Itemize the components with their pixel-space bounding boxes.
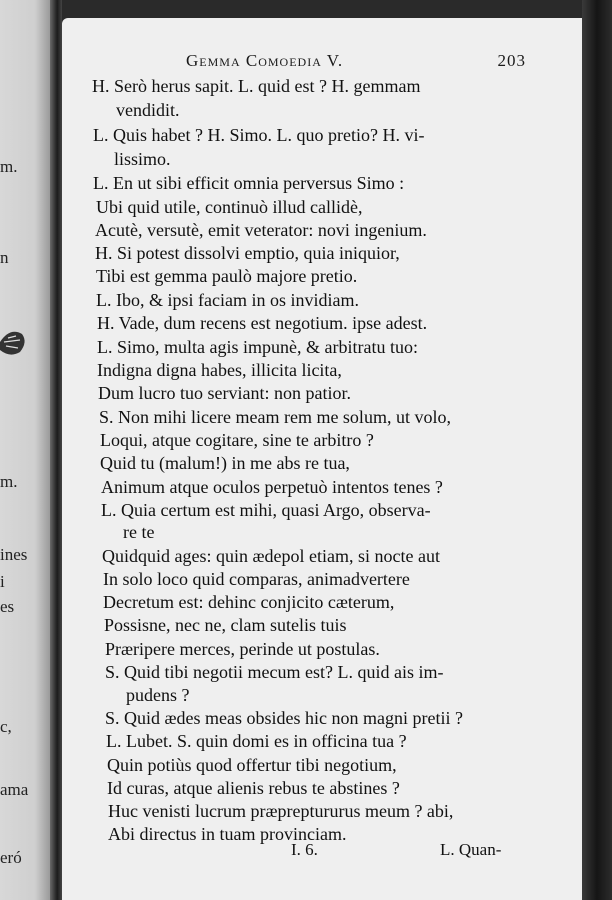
text-line: Loqui, atque cogitare, sine te arbitro ? bbox=[100, 430, 374, 450]
text-line: Abi directus in tuam provinciam. bbox=[108, 824, 347, 844]
text-line: L. Simo, multa agis impunè, & arbitratu tuo: bbox=[97, 337, 418, 357]
text-line: In solo loco quid comparas, animadvertere bbox=[103, 569, 410, 589]
left-page-fragment bbox=[0, 0, 50, 900]
text-line: Huc venisti lucrum præpreptururus meum ? abi, bbox=[108, 801, 454, 821]
text-line: L. Quia certum est mihi, quasi Argo, observa- bbox=[101, 500, 431, 520]
text-line: Dum lucro tuo serviant: non patior. bbox=[98, 383, 351, 403]
text-line: H. Serò herus sapit. L. quid est ? H. gemmam bbox=[92, 76, 421, 96]
text-line: Decretum est: dehinc conjicito cæterum, bbox=[103, 592, 395, 612]
left-fragment: eró bbox=[0, 848, 22, 867]
text-line: L. Ibo, & ipsi faciam in os invidiam. bbox=[96, 290, 359, 310]
running-header bbox=[186, 51, 526, 77]
text-line: Quidquid ages: quin ædepol etiam, si nocte aut bbox=[102, 546, 440, 566]
text-line: Acutè, versutè, emit veterator: novi ingenium. bbox=[95, 220, 427, 240]
left-fragment: es bbox=[0, 597, 15, 616]
text-line: S. Quid tibi negotii mecum est? L. quid ais im- bbox=[105, 662, 444, 682]
text-line: L. En ut sibi efficit omnia perversus Simo : bbox=[93, 173, 405, 193]
text-line: Id curas, atque alienis rebus te abstines ? bbox=[107, 778, 400, 798]
text-line: Quin potiùs quod offertur tibi negotium, bbox=[107, 755, 397, 775]
left-fragment: i bbox=[0, 572, 5, 591]
page-number: 203 bbox=[497, 51, 526, 70]
text-line: H. Vade, dum recens est negotium. ipse adest. bbox=[97, 313, 428, 333]
text-line: Indigna digna habes, illicita licita, bbox=[97, 360, 342, 380]
ornament-icon bbox=[0, 322, 30, 362]
signature-mark: I. 6. bbox=[291, 840, 318, 859]
left-fragment: c, bbox=[0, 717, 12, 736]
book-edge bbox=[582, 0, 612, 900]
text-line: S. Non mihi licere meam rem me solum, ut volo, bbox=[99, 407, 451, 427]
text-line: L. Quis habet ? H. Simo. L. quo pretio? H. vi- bbox=[93, 125, 425, 145]
left-fragment: n bbox=[0, 248, 9, 267]
left-fragment: ines bbox=[0, 545, 28, 564]
text-line: S. Quid ædes meas obsides hic non magni pretii ? bbox=[105, 708, 463, 728]
running-title: Gemma Comoedia V. bbox=[186, 51, 344, 70]
left-fragment: m. bbox=[0, 472, 18, 491]
text-line: Animum atque oculos perpetuò intentos tenes ? bbox=[101, 477, 443, 497]
text-line: Tibi est gemma paulò majore pretio. bbox=[96, 266, 358, 286]
text-line: Possisne, nec ne, clam sutelis tuis bbox=[104, 615, 347, 635]
text-line: Præripere merces, perinde ut postulas. bbox=[105, 639, 380, 659]
catchword: L. Quan- bbox=[440, 840, 502, 859]
left-fragment: ama bbox=[0, 780, 29, 799]
left-fragment: m. bbox=[0, 157, 18, 176]
book-gutter bbox=[50, 0, 62, 900]
text-line: Ubi quid utile, continuò illud callidè, bbox=[96, 197, 363, 217]
text-line: re te bbox=[123, 522, 155, 542]
text-line: L. Lubet. S. quin domi es in officina tua ? bbox=[106, 731, 407, 751]
text-line: lissimo. bbox=[114, 149, 171, 169]
text-line: H. Si potest dissolvi emptio, quia iniquior, bbox=[95, 243, 400, 263]
text-line: vendidit. bbox=[116, 100, 180, 120]
text-line: Quid tu (malum!) in me abs re tua, bbox=[100, 453, 350, 473]
text-line: pudens ? bbox=[126, 685, 190, 705]
